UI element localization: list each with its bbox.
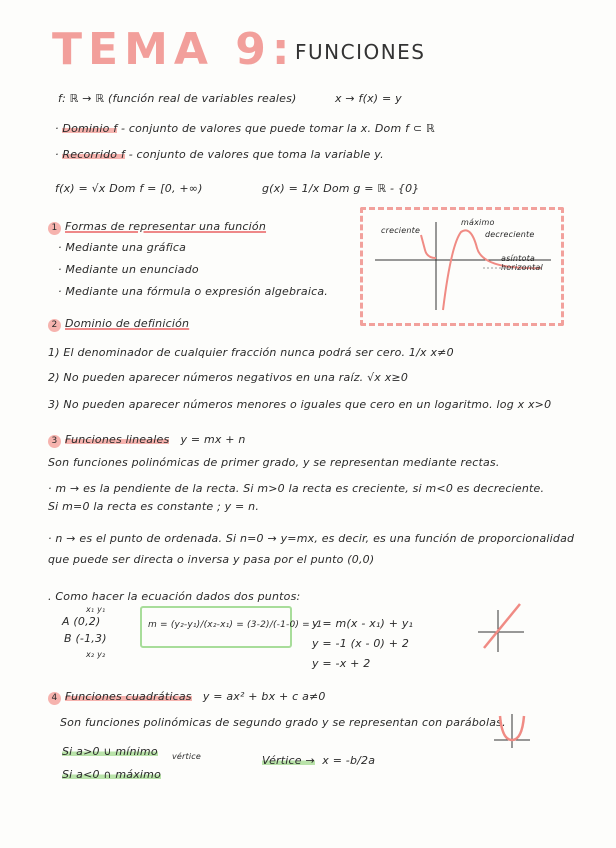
case-negative-text: Si a<0 ∩ máximo: [62, 768, 162, 781]
function-mapping: x → f(x) = y: [335, 92, 402, 105]
vertex-formula-row: [262, 754, 375, 767]
section4-heading: [48, 690, 326, 705]
section1-item: · Mediante un enunciado: [58, 263, 199, 276]
linear-slope-info: · m → es la pendiente de la recta. Si m>0 la recta es creciente, si m<0 es decreciente.: [48, 482, 545, 495]
graph-label-creciente: creciente: [381, 226, 421, 235]
quadratic-description: Son funciones polinómicas de segundo grado y se representan con parábolas.: [60, 716, 506, 729]
domain-rule: 2) No pueden aparecer números negativos en una raíz. √x x≥0: [48, 371, 409, 384]
line-equation-general: y = m(x - x₁) + y₁: [312, 617, 414, 630]
section1-item: · Mediante una gráfica: [58, 241, 187, 254]
section3-title: Funciones lineales: [65, 433, 170, 446]
section1-item: · Mediante una fórmula o expresión algebraica.: [58, 285, 328, 298]
point-b-subscript: x₂ y₂: [86, 650, 106, 659]
dominio-label: Dominio f: [62, 122, 118, 135]
parabola-sketch: [492, 710, 532, 750]
section1-number: 1: [48, 222, 61, 235]
page-title: TEMA 9:: [52, 24, 296, 75]
linear-proportionality-info: que puede ser directa o inversa y pasa por el punto (0,0): [48, 553, 375, 566]
section2-number: 2: [48, 319, 61, 332]
linear-description: Son funciones polinómicas de primer grado, y se representan mediante rectas.: [48, 456, 500, 469]
line-equation-substituted: y = -1 (x - 0) + 2: [312, 637, 410, 650]
slope-calculation: m = (y₂-y₁)/(x₂-x₁) = (3-2)/(-1-0) = -1: [148, 620, 323, 630]
section1-title: Formas de representar una función: [65, 220, 267, 233]
case-positive-text: Si a>0 ∪ mínimo: [62, 745, 158, 758]
vertex-formula: x = -b/2a: [322, 754, 376, 767]
section3-number: 3: [48, 435, 61, 448]
point-b: B (-1,3): [64, 632, 107, 645]
section3-formula: y = mx + n: [180, 433, 246, 446]
graph-label-maximo: máximo: [461, 218, 495, 227]
page-subtitle: FUNCIONES: [295, 40, 426, 64]
line-sketch: [476, 600, 526, 655]
section3-heading: [48, 433, 246, 448]
quadratic-case-negative: [62, 768, 161, 781]
example-inverse: g(x) = 1/x Dom g = ℝ - {0}: [262, 182, 420, 195]
domain-rule: 1) El denominador de cualquier fracción nunca podrá ser cero. 1/x x≠0: [48, 346, 454, 359]
vertex-label: Vértice →: [262, 754, 315, 767]
recorrido-definition: · Recorrido f - conjunto de valores que toma la variable y.: [55, 148, 384, 161]
domain-rule: 3) No pueden aparecer números menores o iguales que cero en un logaritmo. log x x>0: [48, 398, 552, 411]
section2-title: Dominio de definición: [65, 317, 190, 330]
section4-title: Funciones cuadráticas: [65, 690, 192, 703]
quadratic-case-positive: [62, 745, 158, 758]
section1-heading: [48, 220, 266, 235]
section2-heading: [48, 317, 189, 332]
slope-box: [140, 606, 323, 648]
graph-label-decreciente: decreciente: [485, 230, 535, 239]
two-points-heading: . Como hacer la ecuación dados dos puntos:: [48, 590, 301, 603]
section4-number: 4: [48, 692, 61, 705]
section4-formula: y = ax² + bx + c a≠0: [202, 690, 326, 703]
linear-ordinate-info: · n → es el punto de ordenada. Si n=0 → y=mx, es decir, es una función de proporcionalidad: [48, 532, 575, 545]
graph-label-asintota: asíntota horizontal: [501, 254, 543, 272]
dominio-text: - conjunto de valores que puede tomar la x. Dom f ⊂ ℝ: [121, 122, 435, 135]
line-equation-result: y = -x + 2: [312, 657, 371, 670]
linear-constant-info: Si m=0 la recta es constante ; y = n.: [48, 500, 260, 513]
example-sqrt: f(x) = √x Dom f = [0, +∞): [55, 182, 203, 195]
point-a-subscript: x₁ y₁: [86, 605, 106, 614]
graph-example-box: [360, 207, 564, 326]
point-a: A (0,2): [62, 615, 101, 628]
dominio-definition: · Dominio f - conjunto de valores que puede tomar la x. Dom f ⊂ ℝ: [55, 122, 435, 135]
vertex-word: vértice: [172, 752, 202, 761]
recorrido-label: Recorrido f: [62, 148, 125, 161]
recorrido-text: - conjunto de valores que toma la variable y.: [128, 148, 384, 161]
function-definition: f: ℝ → ℝ (función real de variables reales): [58, 92, 297, 105]
